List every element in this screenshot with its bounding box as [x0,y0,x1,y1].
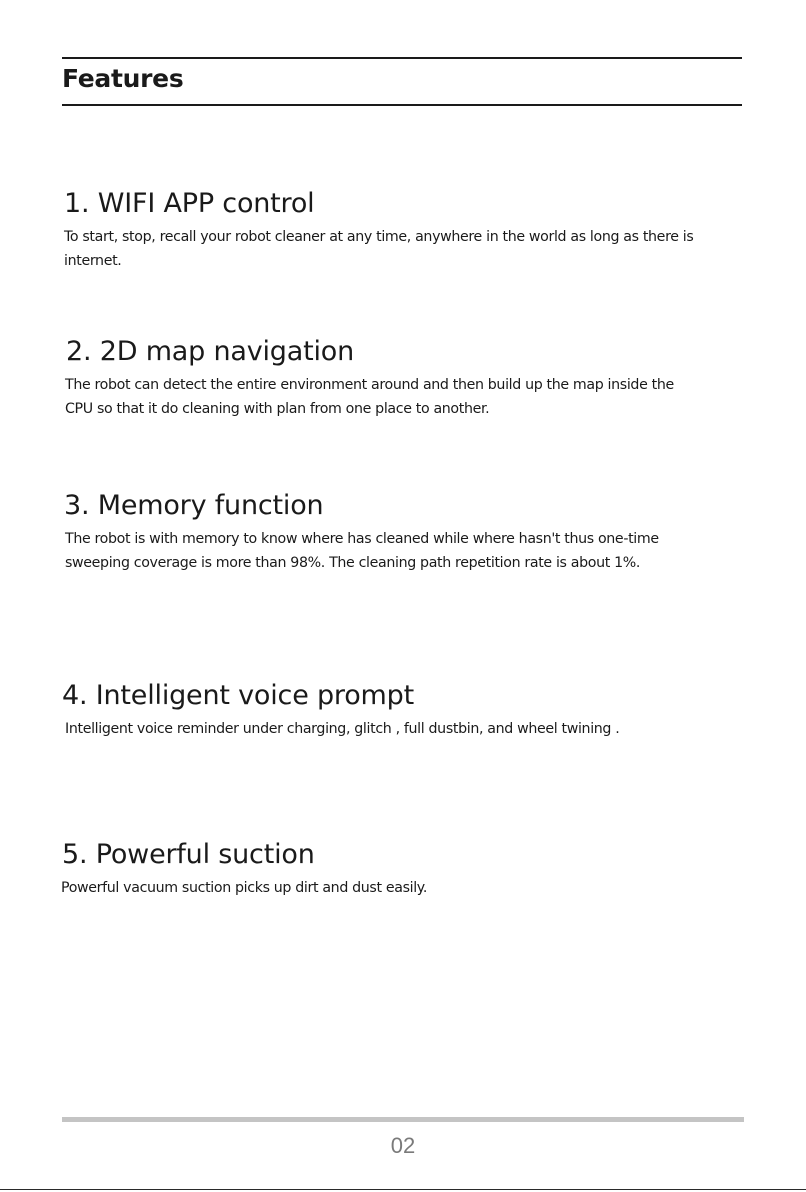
feature-heading: 2. 2D map navigation [66,336,355,367]
feature-powerful-suction [62,838,752,900]
feature-description: To start, stop, recall your robot cleaner at any time, anywhere in the world as long as there is internet. [64,229,694,269]
feature-description: Intelligent voice reminder under charging, glitch , full dustbin, and wheel twining . [65,721,620,737]
feature-intelligent-voice-prompt [62,679,752,741]
feature-description: The robot is with memory to know where has cleaned while where hasn't thus one-time sweeping coverage is more than 98%. The cleaning path repetition rate is about 1%. [65,531,659,571]
feature-heading: 1. WIFI APP control [64,188,315,219]
page-bottom-edge [0,1189,806,1190]
feature-2d-map-navigation [66,335,756,421]
feature-heading: 3. Memory function [64,490,324,521]
feature-wifi-app-control [64,187,754,273]
feature-description: Powerful vacuum suction picks up dirt and dust easily. [61,880,427,896]
page-title: Features [62,64,184,93]
header-top-rule [62,57,742,59]
feature-heading: 5. Powerful suction [62,839,315,870]
feature-heading: 4. Intelligent voice prompt [62,680,414,711]
page-number: 02 [390,1133,416,1158]
feature-description: The robot can detect the entire environment around and then build up the map inside the CPU so that it do cleaning with plan from one place to another. [65,377,674,417]
footer-bar [62,1117,744,1122]
header-bottom-rule [62,104,742,106]
feature-memory-function [64,489,764,575]
